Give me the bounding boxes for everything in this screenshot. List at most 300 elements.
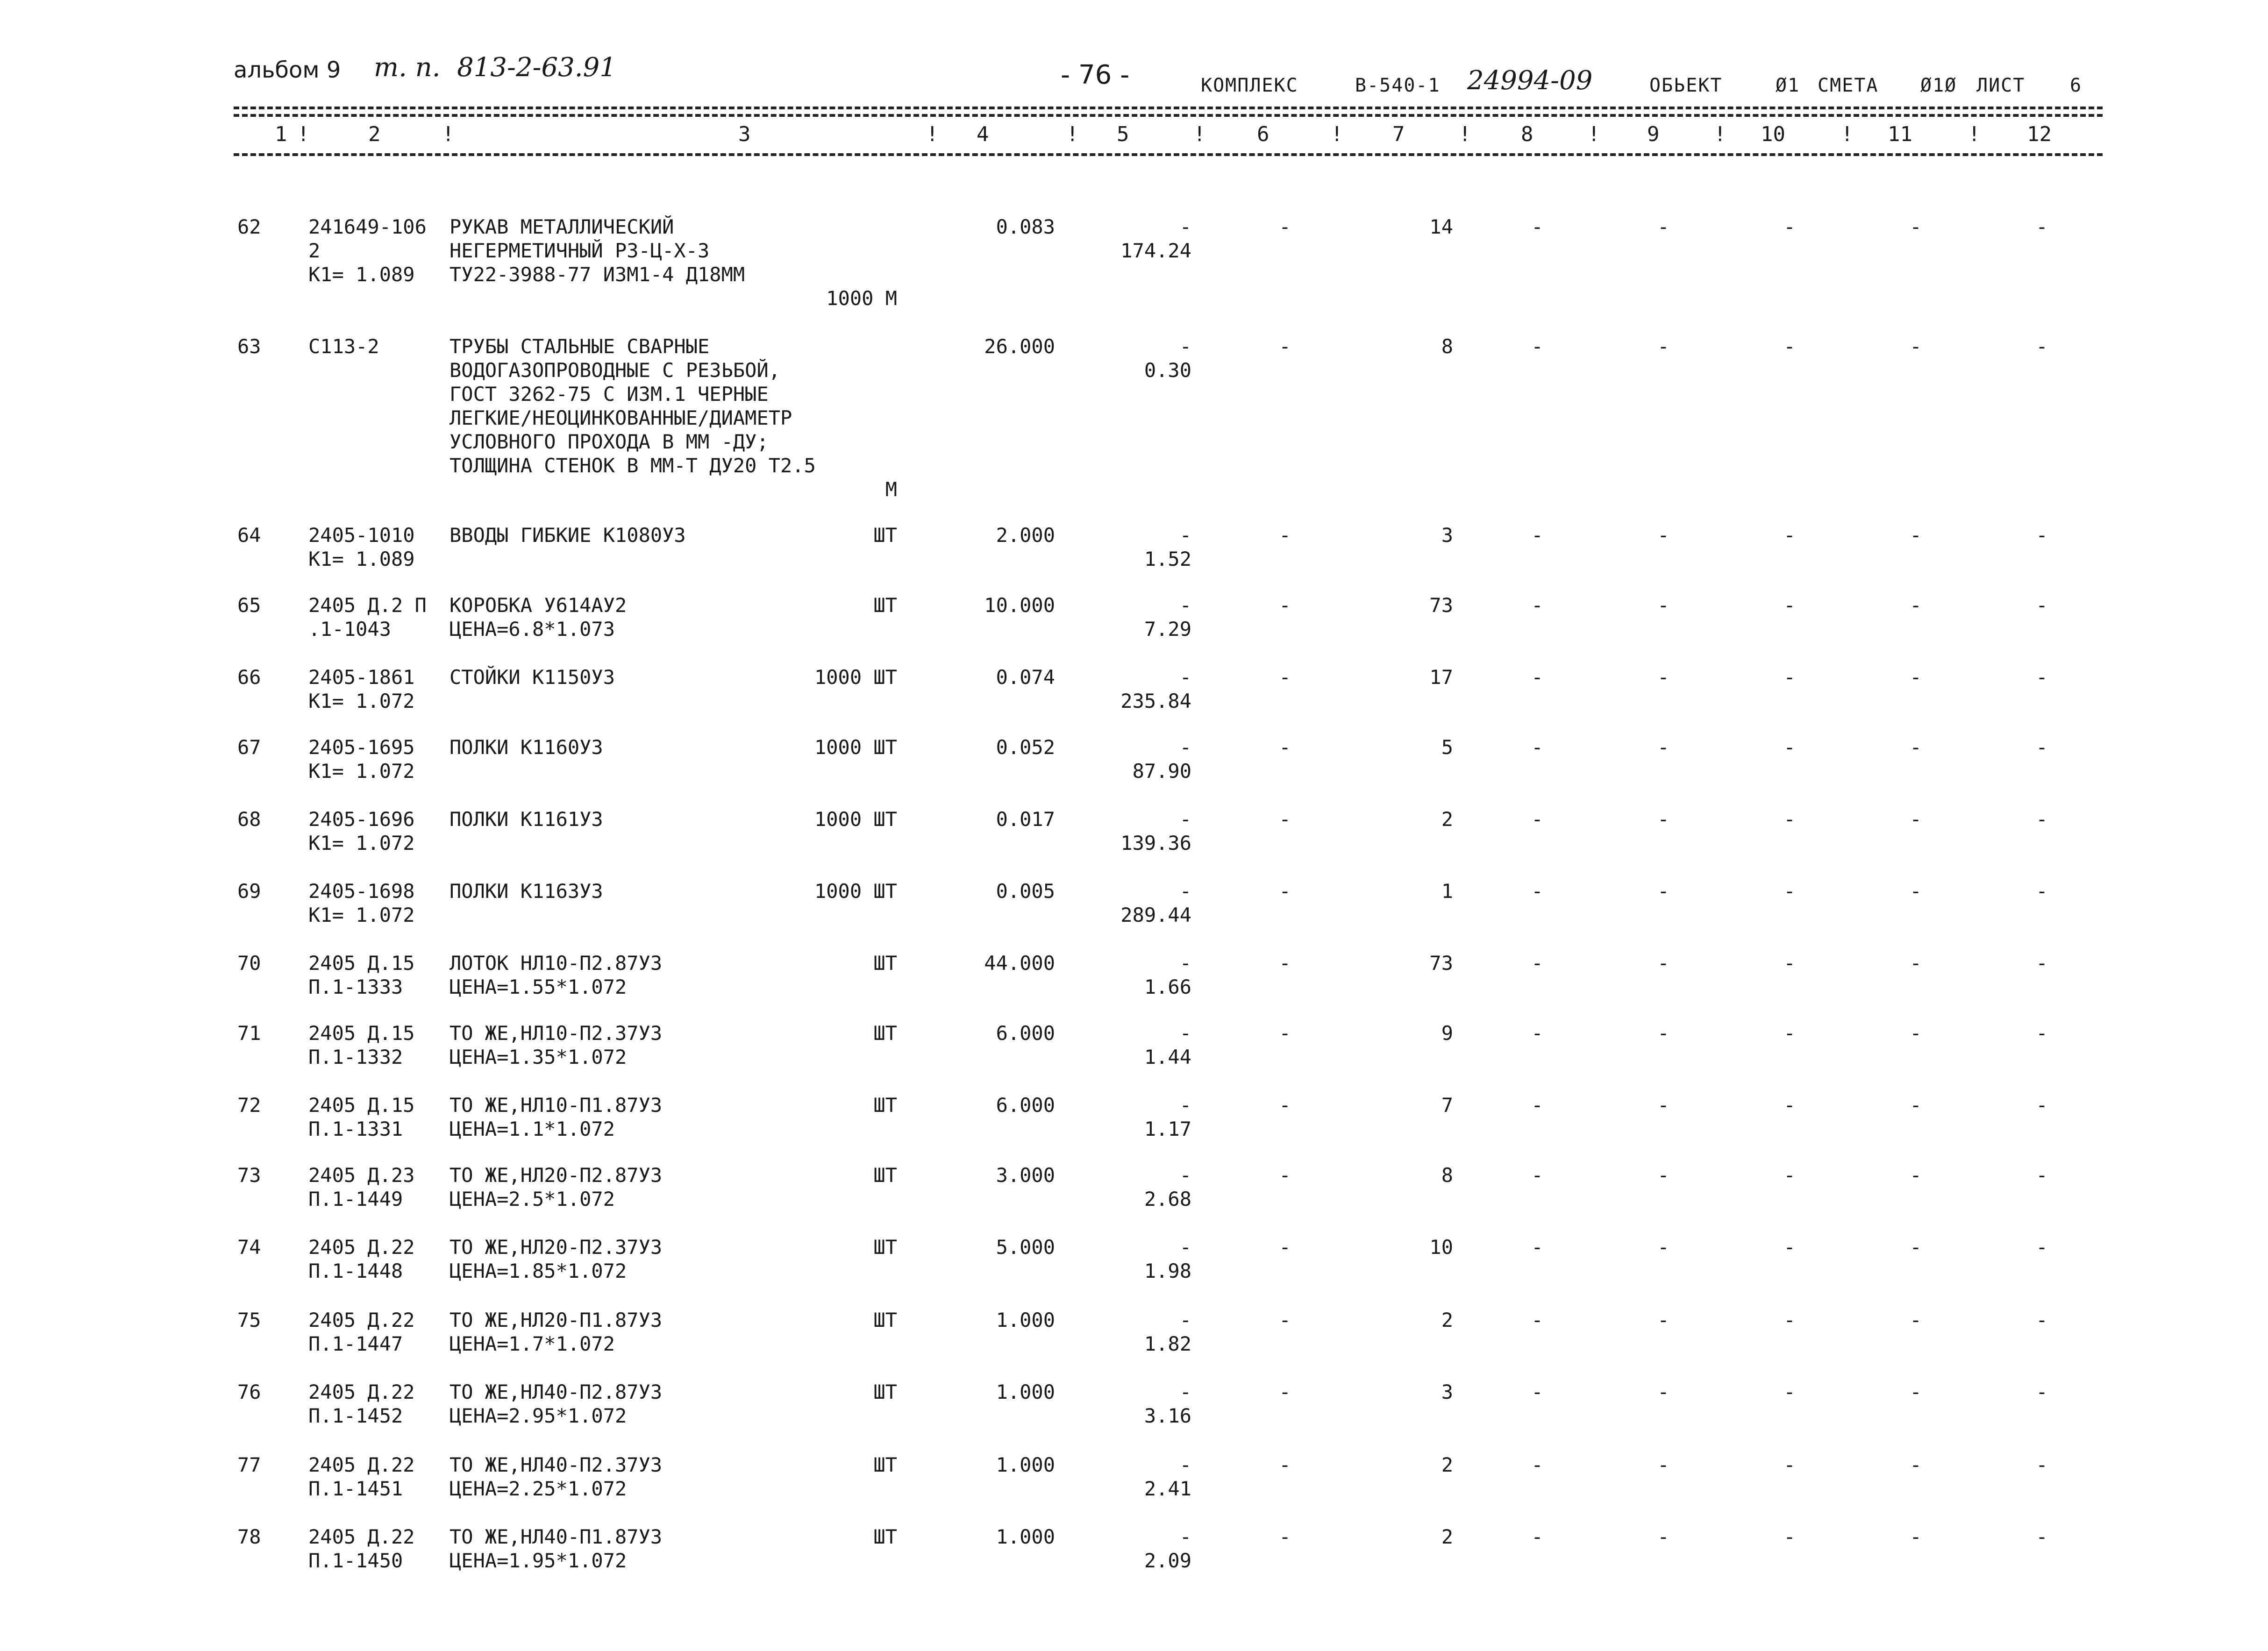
row-code: 2405 Д.22 [308,1381,415,1403]
row-number: 75 [237,1309,261,1331]
row-name: СТОЙКИ К1150У3 [449,666,615,689]
row-col11-dash: - [1910,594,1922,617]
row-col8-dash: - [1531,952,1543,975]
row-quantity: 26.000 [984,335,1055,358]
row-name: ТОЛЩИНА СТЕНОК В ММ-Т ДУ20 Т2.5 [449,454,816,477]
row-col10-dash: - [1783,594,1796,617]
column-separator: ! [1066,122,1079,146]
row-col12-dash: - [2036,880,2048,903]
row-unit: 1000 ШТ [814,880,897,903]
row-col5-price: 289.44 [1120,904,1191,926]
row-code: 2405-1010 [308,524,415,547]
row-col5-dash: - [1179,736,1191,759]
row-code: П.1-1332 [308,1046,403,1068]
row-col7-value: 3 [1441,1381,1453,1403]
row-quantity: 6.000 [996,1094,1055,1117]
album-label: альбом 9 [234,57,341,83]
row-col11-dash: - [1910,1381,1922,1403]
row-col9-dash: - [1657,1094,1669,1117]
row-col7-value: 73 [1429,594,1453,617]
row-col12-dash: - [2036,1022,2048,1045]
row-col8-dash: - [1531,1094,1543,1117]
row-number: 72 [237,1094,261,1117]
row-col10-dash: - [1783,1453,1796,1476]
row-col11-dash: - [1910,952,1922,975]
row-col5-price: 7.29 [1144,618,1191,640]
row-number: 71 [237,1022,261,1045]
row-name: ЦЕНА=1.55*1.072 [449,975,627,998]
row-col6-dash: - [1279,808,1291,831]
row-col12-dash: - [2036,1453,2048,1476]
row-col6-dash: - [1279,1453,1291,1476]
row-col11-dash: - [1910,1525,1922,1548]
row-col11-dash: - [1910,1022,1922,1045]
complex-code: В-540-1 [1355,75,1441,96]
column-number: 10 [1761,122,1785,146]
row-col11-dash: - [1910,1453,1922,1476]
row-col10-dash: - [1783,524,1796,547]
row-code: 2405 Д.2 П [308,594,427,617]
row-unit: ШТ [873,594,897,617]
row-name: ПОЛКИ К1163У3 [449,880,603,903]
row-name: НЕГЕРМЕТИЧНЫЙ РЗ-Ц-Х-3 [449,239,710,262]
row-col7-value: 7 [1441,1094,1453,1117]
row-code: 2405 Д.15 [308,1022,415,1045]
row-col5-dash: - [1179,594,1191,617]
row-code: К1= 1.072 [308,760,415,783]
row-col9-dash: - [1657,666,1669,689]
row-code: П.1-1447 [308,1332,403,1355]
row-col5-dash: - [1179,1022,1191,1045]
row-col8-dash: - [1531,335,1543,358]
column-number: 11 [1888,122,1912,146]
row-quantity: 0.017 [996,808,1055,831]
row-col6-dash: - [1279,666,1291,689]
row-col10-dash: - [1783,880,1796,903]
row-number: 74 [237,1236,261,1259]
row-col5-dash: - [1179,880,1191,903]
row-name: ТО ЖЕ,НЛ10-П2.37У3 [449,1022,663,1045]
row-col12-dash: - [2036,524,2048,547]
row-name: ЦЕНА=1.95*1.072 [449,1549,627,1572]
row-number: 64 [237,524,261,547]
row-col9-dash: - [1657,952,1669,975]
row-col5-dash: - [1179,1236,1191,1259]
row-col10-dash: - [1783,215,1796,238]
row-col5-price: 2.09 [1144,1549,1191,1572]
smeta-label: СМЕТА [1818,75,1879,96]
row-name: ПОЛКИ К1160У3 [449,736,603,759]
complex-handwritten-code: 24994-09 [1467,65,1593,96]
row-code: П.1-1333 [308,975,403,998]
row-name: УСЛОВНОГО ПРОХОДА В ММ -ДУ; [449,430,769,453]
row-col10-dash: - [1783,808,1796,831]
row-code: П.1-1451 [308,1477,403,1500]
row-col5-price: 1.52 [1144,548,1191,570]
row-col5-dash: - [1179,1164,1191,1187]
row-col7-value: 10 [1429,1236,1453,1259]
row-col5-dash: - [1179,1309,1191,1331]
column-number: 4 [977,122,989,146]
row-col10-dash: - [1783,335,1796,358]
row-col5-price: 1.82 [1144,1332,1191,1355]
row-col7-value: 17 [1429,666,1453,689]
row-col5-dash: - [1179,808,1191,831]
row-col9-dash: - [1657,1381,1669,1403]
row-col12-dash: - [2036,215,2048,238]
sheet-label: ЛИСТ [1976,75,2026,96]
row-code: П.1-1450 [308,1549,403,1572]
row-unit: ШТ [873,1164,897,1187]
row-col6-dash: - [1279,1022,1291,1045]
row-name: ЦЕНА=1.35*1.072 [449,1046,627,1068]
column-separator: ! [1714,122,1726,146]
row-col5-price: 235.84 [1120,690,1191,712]
row-col10-dash: - [1783,1309,1796,1331]
row-number: 76 [237,1381,261,1403]
row-name: РУКАВ МЕТАЛЛИЧЕСКИЙ [449,215,674,238]
row-code: П.1-1448 [308,1260,403,1282]
row-code: К1= 1.072 [308,832,415,854]
row-col12-dash: - [2036,594,2048,617]
row-quantity: 1.000 [996,1453,1055,1476]
row-col12-dash: - [2036,1525,2048,1548]
row-col7-value: 1 [1441,880,1453,903]
row-col6-dash: - [1279,335,1291,358]
row-col5-dash: - [1179,1381,1191,1403]
row-col5-price: 0.30 [1144,359,1191,382]
column-number: 8 [1521,122,1533,146]
row-name: ТО ЖЕ,НЛ20-П1.87У3 [449,1309,663,1331]
row-col10-dash: - [1783,1094,1796,1117]
row-col7-value: 2 [1441,1309,1453,1331]
row-col5-price: 1.44 [1144,1046,1191,1068]
column-number: 5 [1117,122,1129,146]
row-code: 2405 Д.22 [308,1453,415,1476]
row-code: 2405-1861 [308,666,415,689]
row-col8-dash: - [1531,1309,1543,1331]
row-number: 69 [237,880,261,903]
column-separator: ! [297,122,310,146]
row-col8-dash: - [1531,1236,1543,1259]
row-col6-dash: - [1279,1236,1291,1259]
row-col7-value: 73 [1429,952,1453,975]
header-rule-bottom [234,153,2103,156]
row-number: 68 [237,808,261,831]
row-col10-dash: - [1783,666,1796,689]
row-number: 66 [237,666,261,689]
row-col11-dash: - [1910,880,1922,903]
row-col7-value: 5 [1441,736,1453,759]
row-col9-dash: - [1657,1453,1669,1476]
row-col5-price: 1.66 [1144,975,1191,998]
column-number: 3 [738,122,751,146]
row-col8-dash: - [1531,808,1543,831]
header-rule-top [234,107,2103,109]
row-col12-dash: - [2036,736,2048,759]
row-col7-value: 14 [1429,215,1453,238]
row-quantity: 10.000 [984,594,1055,617]
row-col5-dash: - [1179,215,1191,238]
row-code: К1= 1.089 [308,548,415,570]
row-col8-dash: - [1531,666,1543,689]
row-col12-dash: - [2036,808,2048,831]
column-separator: ! [1841,122,1854,146]
row-number: 63 [237,335,261,358]
row-col12-dash: - [2036,1164,2048,1187]
row-col8-dash: - [1531,594,1543,617]
row-name: ЦЕНА=2.95*1.072 [449,1404,627,1427]
row-code: 2405 Д.22 [308,1236,415,1259]
row-col8-dash: - [1531,1453,1543,1476]
row-col10-dash: - [1783,1525,1796,1548]
column-separator: ! [442,122,455,146]
column-separator: ! [1193,122,1206,146]
row-unit: ШТ [873,1094,897,1117]
row-name: ВОДОГАЗОПРОВОДНЫЕ С РЕЗЬБОЙ, [449,359,781,382]
tp-number: т. п. 813-2-63.91 [374,52,616,83]
row-col5-price: 2.41 [1144,1477,1191,1500]
row-quantity: 1.000 [996,1381,1055,1403]
row-col8-dash: - [1531,736,1543,759]
row-col6-dash: - [1279,1381,1291,1403]
row-name: ТРУБЫ СТАЛЬНЫЕ СВАРНЫЕ [449,335,710,358]
row-col9-dash: - [1657,1164,1669,1187]
row-col8-dash: - [1531,1381,1543,1403]
row-col9-dash: - [1657,1236,1669,1259]
row-col10-dash: - [1783,1164,1796,1187]
row-unit: ШТ [873,1453,897,1476]
row-name: ТО ЖЕ,НЛ40-П2.37У3 [449,1453,663,1476]
row-name: КОРОБКА У614АУ2 [449,594,627,617]
row-quantity: 5.000 [996,1236,1055,1259]
row-col5-dash: - [1179,952,1191,975]
row-code: П.1-1449 [308,1188,403,1210]
row-name: ЛЕГКИЕ/НЕОЦИНКОВАННЫЕ/ДИАМЕТР [449,406,792,429]
row-col5-dash: - [1179,1453,1191,1476]
row-code: 2405-1696 [308,808,415,831]
page-number: - 76 - [1061,60,1130,90]
row-code: К1= 1.072 [308,690,415,712]
row-code: 2 [308,239,321,262]
row-name: ТО ЖЕ,НЛ40-П2.87У3 [449,1381,663,1403]
row-name: ВВОДЫ ГИБКИЕ К1080У3 [449,524,686,547]
row-col7-value: 2 [1441,808,1453,831]
row-code: 2405 Д.22 [308,1309,415,1331]
row-col12-dash: - [2036,1236,2048,1259]
row-col5-dash: - [1179,1525,1191,1548]
row-col7-value: 2 [1441,1453,1453,1476]
row-name: ТО ЖЕ,НЛ20-П2.87У3 [449,1164,663,1187]
row-col6-dash: - [1279,1525,1291,1548]
row-col6-dash: - [1279,1164,1291,1187]
object-label: ОБЬЕКТ [1649,75,1723,96]
row-quantity: 0.083 [996,215,1055,238]
row-col9-dash: - [1657,215,1669,238]
row-col10-dash: - [1783,1236,1796,1259]
row-unit: 1000 ШТ [814,736,897,759]
row-unit: ШТ [873,1022,897,1045]
row-col9-dash: - [1657,808,1669,831]
row-number: 73 [237,1164,261,1187]
row-code: 2405 Д.15 [308,952,415,975]
row-quantity: 2.000 [996,524,1055,547]
row-col12-dash: - [2036,335,2048,358]
row-code: 2405 Д.15 [308,1094,415,1117]
row-col6-dash: - [1279,1094,1291,1117]
object-number: Ø1 [1776,75,1800,96]
row-code: 2405-1698 [308,880,415,903]
row-col8-dash: - [1531,1164,1543,1187]
column-number: 2 [368,122,381,146]
row-code: К1= 1.089 [308,263,415,286]
row-unit: ШТ [873,1236,897,1259]
row-number: 67 [237,736,261,759]
row-code: .1-1043 [308,618,392,640]
row-name: ЦЕНА=6.8*1.073 [449,618,615,640]
row-number: 62 [237,215,261,238]
row-col9-dash: - [1657,524,1669,547]
row-col9-dash: - [1657,1525,1669,1548]
row-col11-dash: - [1910,215,1922,238]
row-col6-dash: - [1279,594,1291,617]
row-col10-dash: - [1783,1381,1796,1403]
row-number: 78 [237,1525,261,1548]
row-quantity: 3.000 [996,1164,1055,1187]
row-quantity: 44.000 [984,952,1055,975]
row-col6-dash: - [1279,880,1291,903]
row-col6-dash: - [1279,1309,1291,1331]
row-col7-value: 8 [1441,1164,1453,1187]
row-col5-price: 174.24 [1120,239,1191,262]
row-quantity: 6.000 [996,1022,1055,1045]
row-col12-dash: - [2036,1381,2048,1403]
row-unit: 1000 М [826,287,897,310]
row-col11-dash: - [1910,1164,1922,1187]
row-name: ПОЛКИ К1161У3 [449,808,603,831]
row-col9-dash: - [1657,1022,1669,1045]
header-rule-top-double [234,114,2103,117]
row-quantity: 1.000 [996,1309,1055,1331]
column-number: 9 [1647,122,1660,146]
row-col5-price: 1.98 [1144,1260,1191,1282]
row-quantity: 0.074 [996,666,1055,689]
row-col6-dash: - [1279,952,1291,975]
row-unit: ШТ [873,524,897,547]
row-col12-dash: - [2036,952,2048,975]
row-name: ЦЕНА=1.7*1.072 [449,1332,615,1355]
row-col6-dash: - [1279,736,1291,759]
row-col6-dash: - [1279,215,1291,238]
column-separator: ! [1588,122,1600,146]
row-name: ЦЕНА=1.85*1.072 [449,1260,627,1282]
row-name: ТО ЖЕ,НЛ10-П1.87У3 [449,1094,663,1117]
column-number: 1 [275,122,287,146]
row-code: П.1-1331 [308,1117,403,1140]
column-number: 6 [1257,122,1270,146]
row-col8-dash: - [1531,880,1543,903]
row-col7-value: 8 [1441,335,1453,358]
row-code: 241649-106 [308,215,427,238]
row-unit: 1000 ШТ [814,666,897,689]
row-col11-dash: - [1910,335,1922,358]
row-col11-dash: - [1910,524,1922,547]
row-col9-dash: - [1657,880,1669,903]
column-number: 7 [1392,122,1405,146]
row-col5-dash: - [1179,666,1191,689]
row-unit: М [885,478,897,501]
row-col5-dash: - [1179,335,1191,358]
row-name: ЦЕНА=1.1*1.072 [449,1117,615,1140]
row-col11-dash: - [1910,1236,1922,1259]
row-quantity: 0.052 [996,736,1055,759]
row-quantity: 0.005 [996,880,1055,903]
row-col5-dash: - [1179,1094,1191,1117]
row-col7-value: 3 [1441,524,1453,547]
row-number: 65 [237,594,261,617]
row-col11-dash: - [1910,666,1922,689]
smeta-number: Ø1Ø [1920,75,1957,96]
row-col12-dash: - [2036,1094,2048,1117]
row-code: П.1-1452 [308,1404,403,1427]
row-unit: ШТ [873,1525,897,1548]
row-name: ТО ЖЕ,НЛ40-П1.87У3 [449,1525,663,1548]
row-col9-dash: - [1657,1309,1669,1331]
row-name: ЦЕНА=2.5*1.072 [449,1188,615,1210]
column-number: 12 [2027,122,2052,146]
row-col12-dash: - [2036,1309,2048,1331]
row-number: 70 [237,952,261,975]
row-name: ТУ22-3988-77 ИЗМ1-4 Д18ММ [449,263,745,286]
row-col8-dash: - [1531,1022,1543,1045]
row-col6-dash: - [1279,524,1291,547]
row-col11-dash: - [1910,736,1922,759]
row-unit: 1000 ШТ [814,808,897,831]
row-col8-dash: - [1531,215,1543,238]
row-code: 2405-1695 [308,736,415,759]
row-col5-price: 3.16 [1144,1404,1191,1427]
row-name: ЛОТОК НЛ10-П2.87У3 [449,952,663,975]
complex-label: КОМПЛЕКС [1201,75,1298,96]
row-col11-dash: - [1910,1094,1922,1117]
row-col5-price: 87.90 [1132,760,1191,783]
row-col5-price: 139.36 [1120,832,1191,854]
row-col9-dash: - [1657,335,1669,358]
row-col8-dash: - [1531,1525,1543,1548]
row-name: ГОСТ 3262-75 С ИЗМ.1 ЧЕРНЫЕ [449,383,769,406]
row-code: К1= 1.072 [308,904,415,926]
row-col10-dash: - [1783,736,1796,759]
row-unit: ШТ [873,1309,897,1331]
row-number: 77 [237,1453,261,1476]
row-code: 2405 Д.23 [308,1164,415,1187]
row-col9-dash: - [1657,594,1669,617]
row-quantity: 1.000 [996,1525,1055,1548]
row-unit: ШТ [873,952,897,975]
row-col9-dash: - [1657,736,1669,759]
row-code: С113-2 [308,335,379,358]
row-col5-price: 1.17 [1144,1117,1191,1140]
row-col12-dash: - [2036,666,2048,689]
column-separator: ! [1459,122,1471,146]
row-col7-value: 2 [1441,1525,1453,1548]
column-separator: ! [1331,122,1343,146]
row-col5-dash: - [1179,524,1191,547]
column-separator: ! [1968,122,1981,146]
row-code: 2405 Д.22 [308,1525,415,1548]
row-unit: ШТ [873,1381,897,1403]
row-col5-price: 2.68 [1144,1188,1191,1210]
